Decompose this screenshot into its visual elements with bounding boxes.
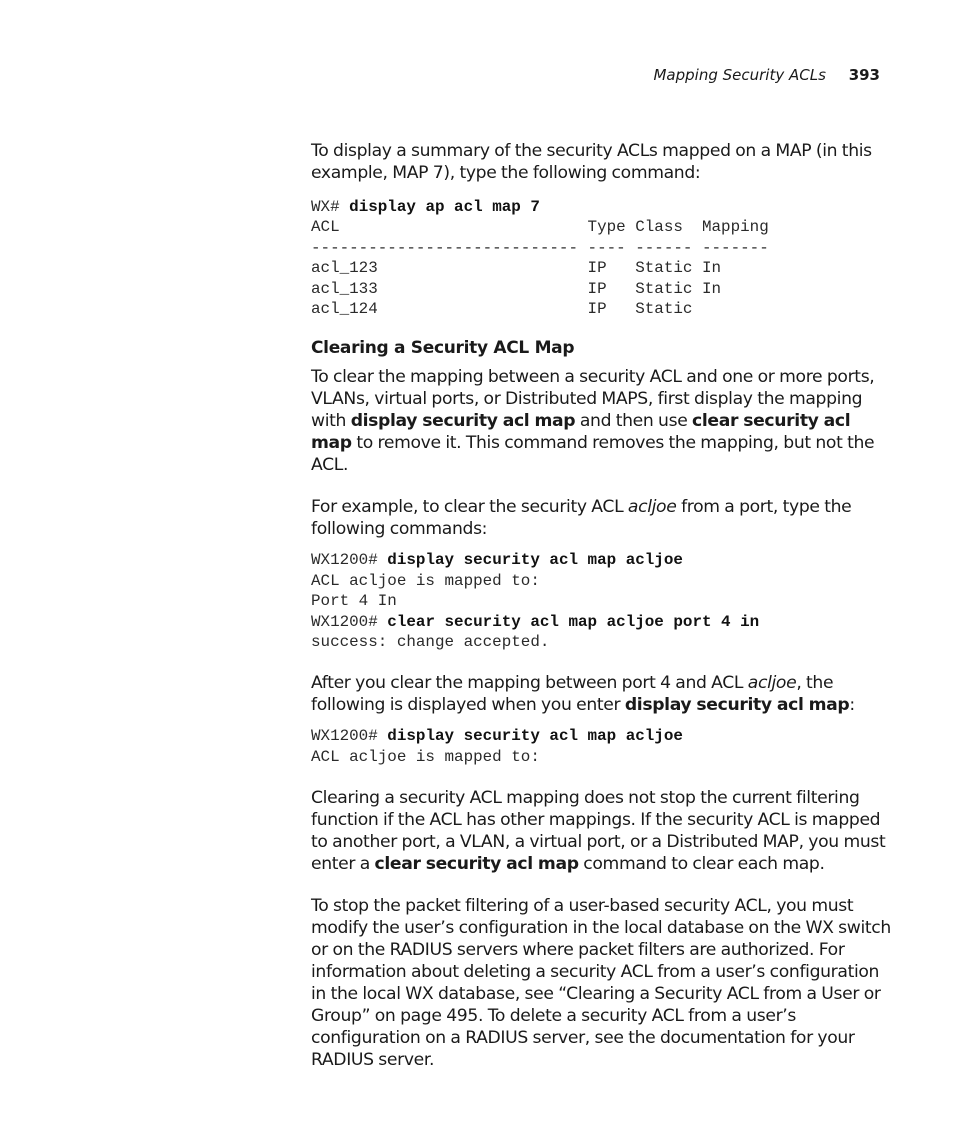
paragraph-example [311,496,893,540]
command-name: display security acl map [350,411,576,432]
section-heading: Clearing a Security ACL Map [311,338,575,359]
code-table-row: acl_124 IP Static [311,300,693,319]
command-name: clear security acl map [311,411,851,454]
text-run: For example, to clear the security ACL [311,497,628,518]
text-run: to remove it. This command removes the mapping, but not the ACL. [311,433,875,476]
paragraph-other-mappings [311,787,893,875]
code-command: display ap acl map 7 [349,198,540,216]
page-number: 393 [848,66,880,84]
paragraph-user-based-acl: To stop the packet filtering of a user-based security ACL, you must modify the user’s configuration in the local database on the WX switch or on the RADIUS servers where packet filters are authorized. For information about deleting a security ACL from a user’s configuration in the local WX database, see “Clearing a Security ACL from a User or Group” on page 495. To delete a security ACL from a user’s configuration on a RADIUS server, see the documentation for your RADIUS server. [311,896,891,1071]
paragraph-after-clear [311,672,893,716]
code-table-separator: ---------------------------- ---- ------ ------- [311,238,769,257]
code-block-clear-acl [311,550,893,652]
text-run: command to clear each map. [578,854,825,875]
code-prompt: WX# [311,198,350,216]
text-run: After you clear the mapping between port 4 and ACL [311,673,748,694]
code-output: success: change accepted. [311,633,550,652]
text-run: from a port, type the following commands: [311,497,852,540]
running-header [653,66,880,84]
code-output: Port 4 In [311,592,397,611]
code-command: display security acl map acljoe [387,727,683,746]
code-prompt: WX1200# [311,727,388,746]
paragraph-clear-mapping [311,366,893,476]
text-run: Clearing a security ACL mapping does not stop the current filtering function if the ACL has other mappings. If the security ACL is mapped to another port, a VLAN, a virtual port, or a Distributed MAP, you must enter a [311,788,886,875]
section-title: Mapping Security ACLs [653,66,826,84]
acl-name: acljoe [747,673,797,694]
code-output: ACL acljoe is mapped to: [311,747,540,766]
text-run: , the following is displayed when you enter [311,673,834,716]
code-command: display security acl map acljoe [387,551,683,570]
code-prompt: WX1200# [311,551,388,570]
text-run: : [849,695,855,716]
code-table-row: acl_133 IP Static In [311,279,722,298]
text-run: and then use [575,411,693,432]
text-run: To clear the mapping between a security ACL and one or more ports, VLANs, virtual ports, or Distributed MAPS, first display the mapping with [311,367,875,432]
page-body [311,140,893,1071]
code-table-row: acl_123 IP Static In [311,259,722,278]
code-command: clear security acl map acljoe port 4 in [387,612,760,631]
code-output: ACL acljoe is mapped to: [311,571,540,590]
command-name: clear security acl map [374,854,579,875]
acl-name: acljoe [627,497,677,518]
code-prompt: WX1200# [311,612,388,631]
code-block-display-ap-acl-map [311,197,893,319]
intro-paragraph: To display a summary of the security ACLs mapped on a MAP (in this example, MAP 7), type the following command: [311,141,872,183]
code-block-display-after [311,726,893,767]
command-name: display security acl map [624,695,850,716]
code-table-header: ACL Type Class Mapping [311,218,769,237]
